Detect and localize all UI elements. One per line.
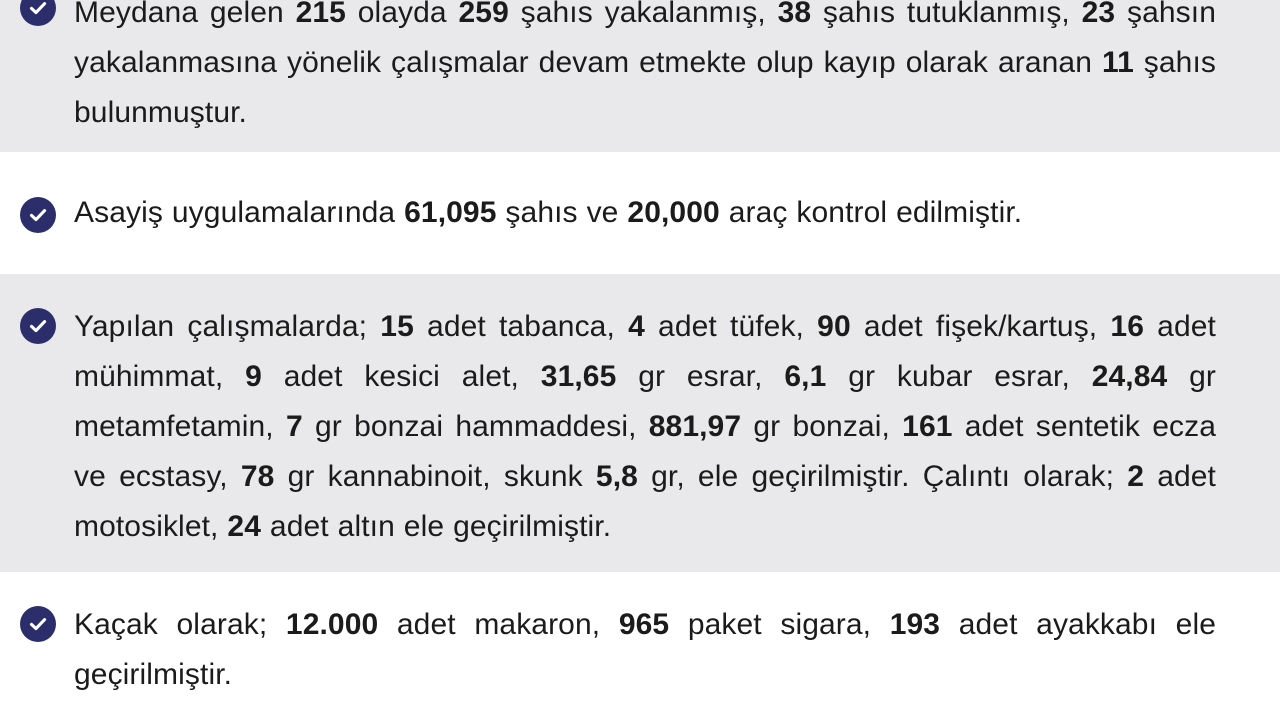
bullet-item-incidents-summary [0,0,1280,152]
check-circle-icon [20,308,56,344]
bullet-item-seized-items [0,274,1280,572]
bullet-text: Kaçak olarak; 12.000 adet makaron, 965 paket sigara, 193 adet ayakkabı ele geçirilmiştir. [74,608,1216,691]
bullet-text: Meydana gelen 215 olayda 259 şahıs yakalanmış, 38 şahıs tutuklanmış, 23 şahsın yakalanmasına yönelik çalışmalar devam etmekte olup kayıp olarak aranan 11 şahıs bulunmuştur. [74,0,1217,129]
check-circle-icon [20,606,56,642]
check-circle-icon [20,197,56,233]
bullet-item-public-order-checks [0,152,1280,274]
bullet-text: Yapılan çalışmalarda; 15 adet tabanca, 4 adet tüfek, 90 adet fişek/kartuş, 16 adet mühimmat, 9 adet kesici alet, 31,65 gr esrar, 6,1 gr kubar esrar, 24,84 gr metamfetamin, 7 gr bonzai hammaddesi, 881,97 gr bonzai, 161 adet sentetik ecza ve ecstasy, 78 gr kannabinoit, skunk 5,8 gr, ele geçirilmiştir. Çalıntı olarak; 2 adet motosiklet, 24 adet altın ele geçirilmiştir. [74,310,1216,543]
bullet-text: Asayiş uygulamalarında 61,095 şahıs ve 20,000 araç kontrol edilmiştir. [74,196,1023,229]
check-circle-icon [20,0,56,26]
bullet-item-smuggled-goods [0,572,1280,720]
